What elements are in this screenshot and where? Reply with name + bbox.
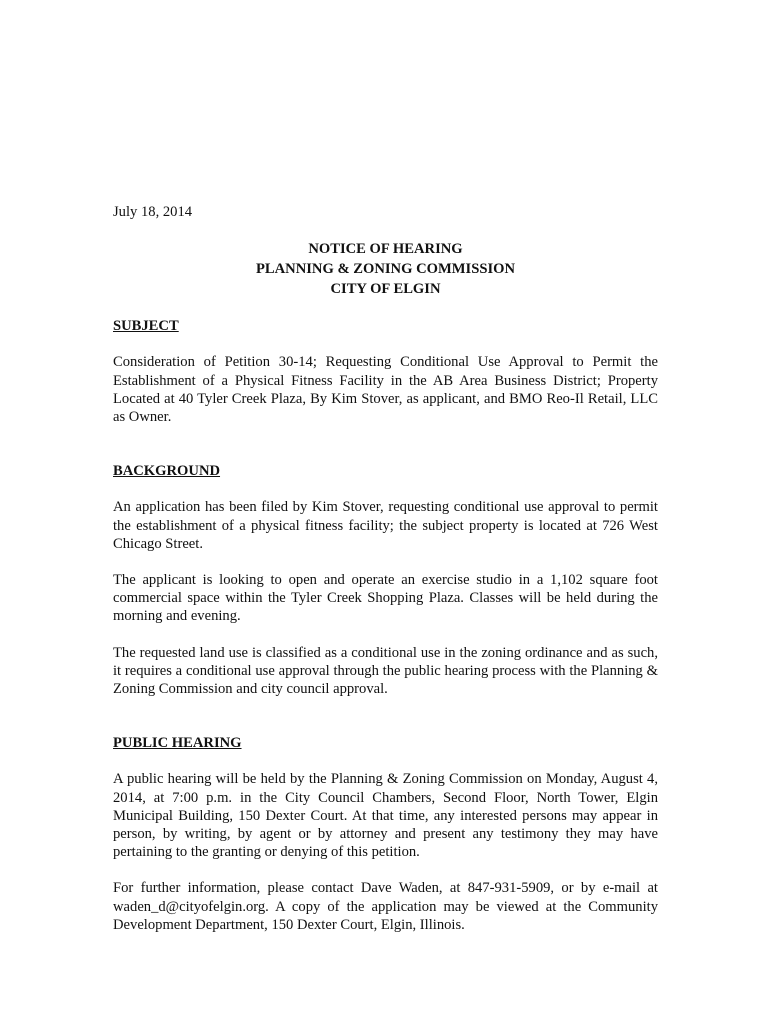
notice-heading [113, 239, 658, 299]
section-spacer [113, 444, 658, 462]
background-title: BACKGROUND [113, 463, 221, 480]
heading-line-notice: NOTICE OF HEARING [308, 241, 463, 258]
public-hearing-paragraph-2: For further information, please contact Dave Waden, at 847-931-5909, or by e-mail at waden_d@cityofelgin.org. A copy of the application may be viewed at the Community Development Department, 150 Dexter Court, Elgin, Illinois. [113, 880, 658, 933]
public-hearing-title: PUBLIC HEARING [113, 735, 242, 752]
notice-date: July 18, 2014 [113, 204, 193, 220]
subject-title: SUBJECT [113, 318, 179, 335]
subject-text: Consideration of Petition 30-14; Requesting Conditional Use Approval to Permit the Establishment of a Physical Fitness Facility in the AB Area Business District; Property Located at 40 Tyler Creek Plaza, By Kim Stover, as applicant, and BMO Reo-Il Retail, LLC as Owner. [113, 354, 658, 426]
background-paragraph-1: An application has been filed by Kim Stover, requesting conditional use approval to permit the establishment of a physical fitness facility; the subject property is located at 726 West Chicago Street. [113, 499, 658, 552]
heading-line-commission: PLANNING & ZONING COMMISSION [255, 261, 516, 278]
public-hearing-paragraph-1: A public hearing will be held by the Planning & Zoning Commission on Monday, August 4, 2014, at 7:00 p.m. in the City Council Chambers, Second Floor, North Tower, Elgin Municipal Building, 150 Dexter Court. At that time, any interested persons may appear in person, by writing, by agent or by attorney and present any testimony they may have pertaining to the granting or denying of this petition. [113, 771, 658, 861]
background-paragraph-2: The applicant is looking to open and operate an exercise studio in a 1,102 square foot commercial space within the Tyler Creek Shopping Plaza. Classes will be held during the morning and evening. [113, 572, 658, 625]
document-body [113, 203, 658, 952]
background-paragraph-3: The requested land use is classified as a conditional use in the zoning ordinance and as such, it requires a conditional use approval through the public hearing process with the Planning & Zoning Commission and city council approval. [113, 644, 658, 698]
section-spacer [113, 716, 658, 734]
heading-line-city: CITY OF ELGIN [330, 281, 441, 298]
